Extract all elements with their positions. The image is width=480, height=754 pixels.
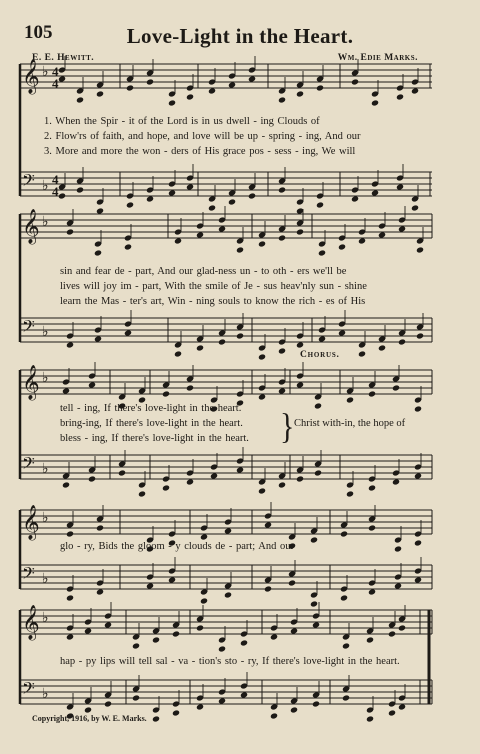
treble-staff-2 [20,209,432,245]
time-signature-bass: 4 [52,172,59,187]
flat-icon: ♭ [42,511,49,526]
verse2-line1: 2. Flow'rs of faith, and hope, and love will be up - spring - ing, And our [44,131,361,142]
verse2-line2: lives will joy im - part, With the smile of Je - sus heav'nly sun - shine [60,281,367,292]
treble-clef-icon: 𝄞 [22,209,40,244]
treble-clef-icon: 𝄞 [22,505,40,540]
flat-icon: ♭ [42,572,49,587]
composer-credit: Wm. Edie Marks. [337,53,418,63]
treble-clef-icon: 𝄞 [22,59,40,94]
chorus-line3: hap - py lips will tell sal - va - tion's sto - ry, If there's love-light in the heart. [60,656,400,667]
verse1-line1: 1. When the Spir - it of the Lord is in us dwell - ing Clouds of [44,116,320,127]
bass-clef-icon: 𝄢 [22,453,35,477]
treble-staff-5 [20,605,432,641]
hymn-title: Love-Light in the Heart. [126,24,354,48]
bass-clef-icon: 𝄢 [22,563,35,587]
verse3-line2: learn the Mas - ter's art, Win - ning souls to know the rich - es of His [60,296,366,307]
verse1-line3: tell - ing, If there's love-light in the heart. [60,403,242,414]
chorus-line2: glo - ry, Bids the gloom - y clouds de - part; And our [60,541,294,552]
hymn-number: 105 [24,22,53,43]
chorus-label: Chorus. [300,350,340,360]
flat-icon: ♭ [42,215,49,230]
bass-staff-2 [20,316,432,342]
verse3-line1: 3. More and more the won - ders of His grace pos - sess - ing, We will [44,146,356,157]
flat-icon: ♭ [42,325,49,340]
flat-icon: ♭ [42,611,49,626]
bass-clef-icon: 𝄢 [22,316,35,340]
verse3-line3: bless - ing, If there's love-light in the heart. [60,433,249,444]
chorus-line1: Christ with-in, the hope of [294,418,406,429]
verse2-line3: bring-ing, If there's love-light in the heart. [60,418,243,429]
verse1-line2: sin and fear de - part, And our glad-ness un - to oth - ers we'll be [60,266,347,277]
time-signature: 4 [52,64,59,79]
bass-staff-3 [20,453,432,479]
treble-clef-icon: 𝄞 [22,605,40,640]
flat-icon: ♭ [42,179,49,194]
flat-icon: ♭ [42,371,49,386]
treble-clef-icon: 𝄞 [22,365,40,400]
verse-brace: } [280,406,295,447]
time-signature: 4 [52,76,59,91]
flat-icon: ♭ [42,687,49,702]
time-signature-bass: 4 [52,184,59,199]
copyright-notice: Copyright, 1916, by W. E. Marks. [32,714,147,723]
flat-icon: ♭ [42,65,49,80]
flat-icon: ♭ [42,462,49,477]
lyricist-credit: E. E. Hewitt. [32,53,95,63]
bass-staff-1 [20,170,432,196]
bass-clef-icon: 𝄢 [22,170,35,194]
bass-clef-icon: 𝄢 [22,678,35,702]
bass-staff-5 [20,678,432,704]
